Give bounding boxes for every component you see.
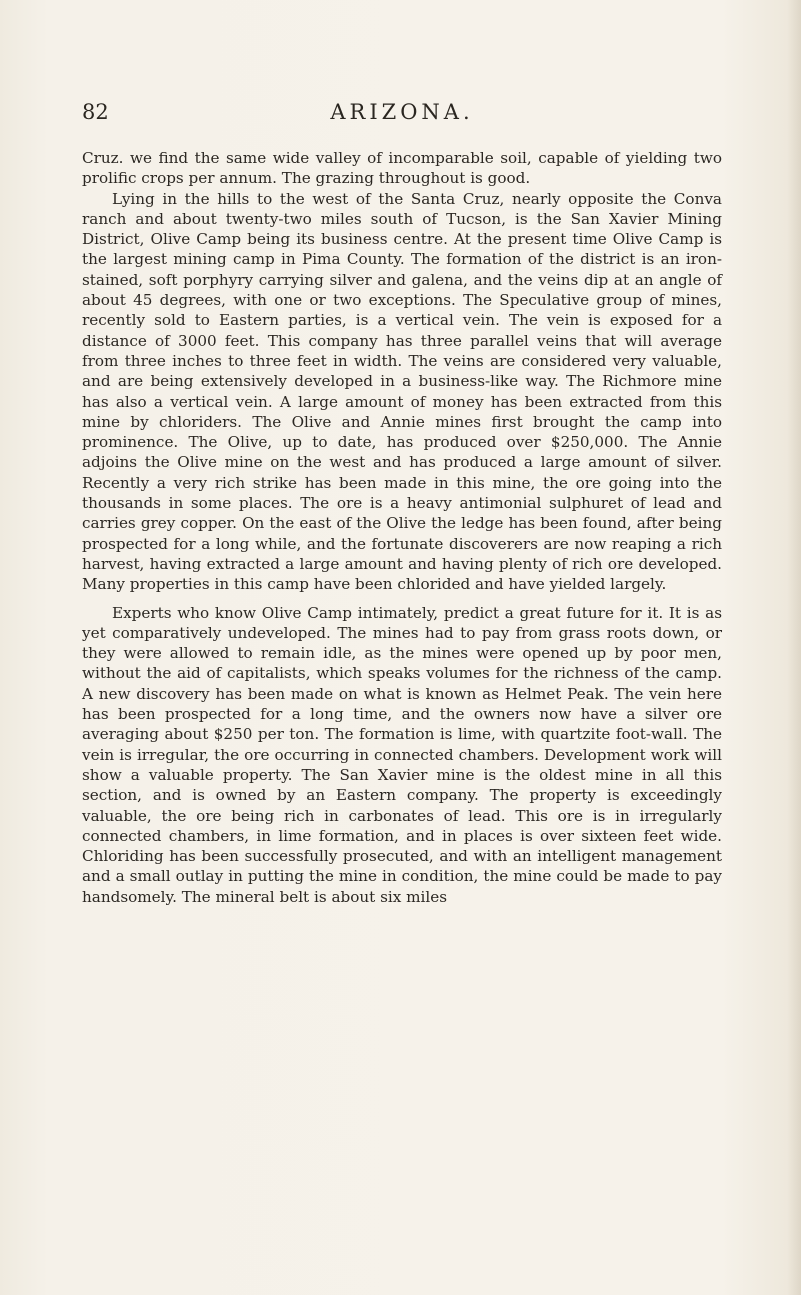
- page-header: [82, 100, 722, 130]
- page-edge-shadow: [787, 0, 801, 1295]
- paragraph-olive-camp-future: Experts who know Olive Camp intimately, predict a great future for it. It is as yet comparatively undeveloped. The mines had to pay from grass roots down, or they were allowed to remain idle, as the mines were opened up by poor men, without the aid of capitalists, which speaks volumes for the richness of the camp. A new discovery has been made on what is known as Helmet Peak. The vein here has been prospected for a long time, and the owners now have a silver ore averaging about $250 per ton. The formation is lime, with quartzite foot-wall. The vein is irregular, the ore occurring in connected chambers. Development work will show a valuable property. The San Xavier mine is the oldest mine in all this section, and is owned by an Eastern company. The property is exceedingly valuable, the ore being rich in carbonates of lead. This ore is in irregularly connected chambers, in lime formation, and in places is over sixteen feet wide. Chloriding has been successfully prosecuted, and with an intelligent management and a small outlay in putting the mine in condition, the mine could be made to pay handsomely. The mineral belt is about six miles: [82, 603, 722, 906]
- body-text: [82, 148, 722, 907]
- page-number: 82: [82, 100, 109, 124]
- paragraph-san-xavier-district: Lying in the hills to the west of the Santa Cruz, nearly opposite the Conva ranch and about twenty-two miles south of Tucson, is the San Xavier Mining District, Olive Camp being its business centre. At the present time Olive Camp is the largest mining camp in Pima County. The formation of the district is an iron-stained, soft porphyry carrying silver and galena, and the veins dip at an angle of about 45 degrees, with one or two exceptions. The Speculative group of mines, recently sold to Eastern parties, is a vertical vein. The vein is exposed for a distance of 3000 feet. This company has three parallel veins that will average from three inches to three feet in width. The veins are considered very valuable, and are being extensively developed in a business-like way. The Richmore mine has also a vertical vein. A large amount of money has been extracted from this mine by chloriders. The Olive and Annie mines first brought the camp into prominence. The Olive, up to date, has produced over $250,000. The Annie adjoins the Olive mine on the west and has produced a large amount of silver. Recently a very rich strike has been made in this mine, the ore going into the thousands in some places. The ore is a heavy antimonial sulphuret of lead and carries grey copper. On the east of the Olive the ledge has been found, after being prospected for a long while, and the fortunate discoverers are now reaping a rich harvest, having extracted a large amount and having plenty of rich ore developed. Many properties in this camp have been chlorided and have yielded largely.: [82, 189, 722, 594]
- running-head: ARIZONA.: [330, 100, 474, 124]
- paragraph-continuation: Cruz. we find the same wide valley of incomparable soil, capable of yielding two prolific crops per annum. The grazing throughout is good.: [82, 149, 722, 188]
